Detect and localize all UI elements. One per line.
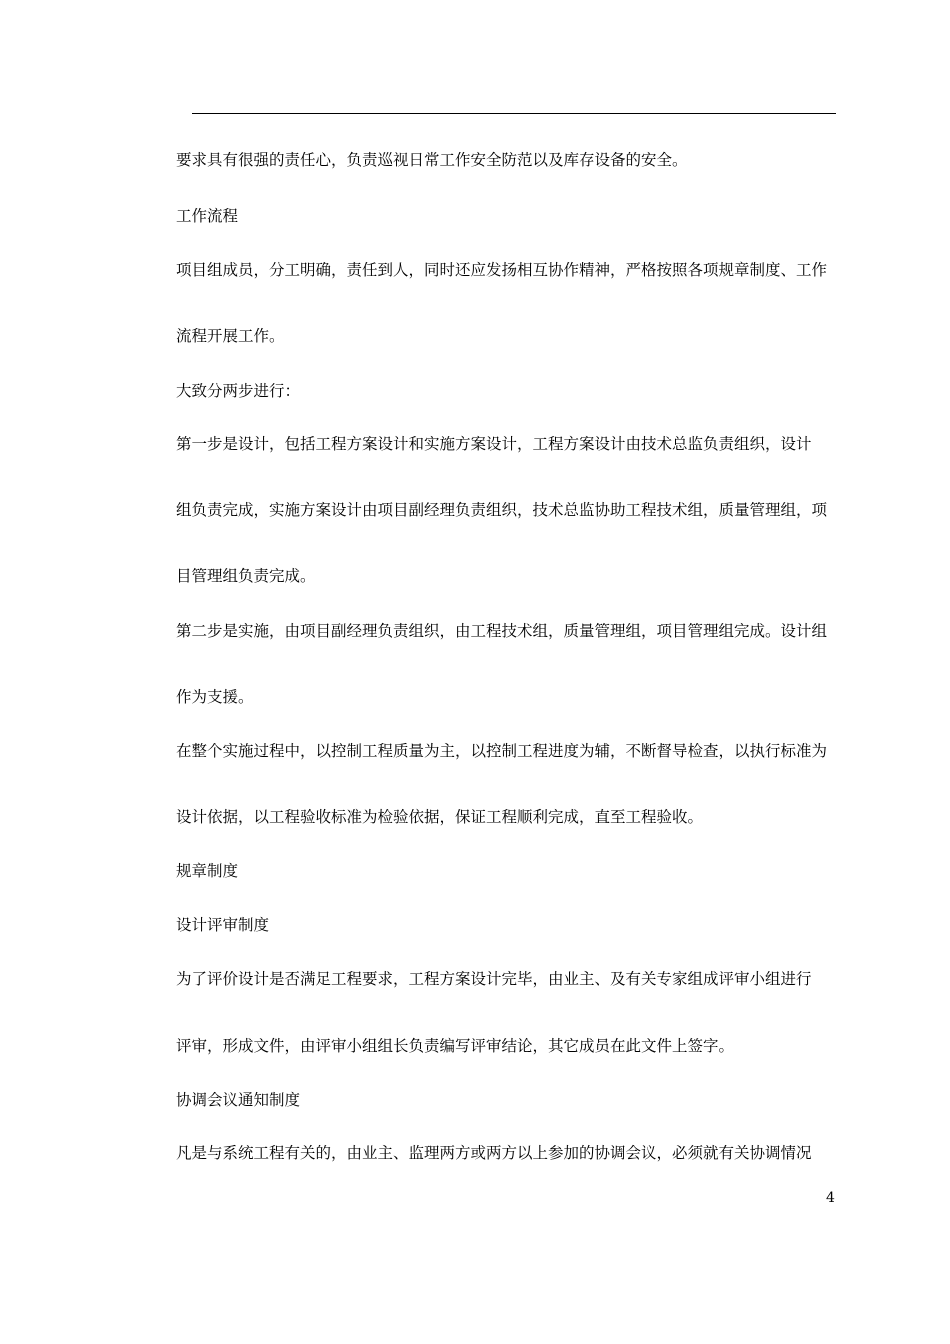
text-line: 为了评价设计是否满足工程要求，工程方案设计完毕，由业主、及有关专家组成评审小组进行 xyxy=(176,970,812,988)
subsection-heading: 协调会议通知制度 xyxy=(176,1091,301,1109)
text-line: 流程开展工作。 xyxy=(176,327,285,345)
section-heading: 规章制度 xyxy=(176,862,239,880)
text-line: 第一步是设计，包括工程方案设计和实施方案设计，工程方案设计由技术总监负责组织，设计 xyxy=(176,435,812,453)
text-line: 凡是与系统工程有关的，由业主、监理两方或两方以上参加的协调会议，必须就有关协调情况 xyxy=(176,1144,812,1162)
header-rule xyxy=(192,113,836,114)
section-heading: 工作流程 xyxy=(176,207,239,225)
subsection-heading: 设计评审制度 xyxy=(176,916,270,934)
page-number: 4 xyxy=(826,1190,835,1206)
text-line: 要求具有很强的责任心，负责巡视日常工作安全防范以及库存设备的安全。 xyxy=(176,151,688,169)
text-line: 组负责完成，实施方案设计由项目副经理负责组织，技术总监协助工程技术组，质量管理组，项 xyxy=(176,501,828,519)
text-line: 评审，形成文件，由评审小组组长负责编写评审结论，其它成员在此文件上签字。 xyxy=(176,1037,735,1055)
text-line: 在整个实施过程中，以控制工程质量为主，以控制工程进度为辅，不断督导检查，以执行标准为 xyxy=(176,742,828,760)
text-line: 大致分两步进行： xyxy=(176,382,301,400)
text-line: 设计依据，以工程验收标准为检验依据，保证工程顺利完成，直至工程验收。 xyxy=(176,808,704,826)
text-line: 项目组成员，分工明确，责任到人，同时还应发扬相互协作精神，严格按照各项规章制度、工作 xyxy=(176,261,828,279)
text-line: 第二步是实施，由项目副经理负责组织，由工程技术组，质量管理组，项目管理组完成。设计组 xyxy=(176,622,828,640)
text-line: 目管理组负责完成。 xyxy=(176,567,316,585)
text-line: 作为支援。 xyxy=(176,688,254,706)
